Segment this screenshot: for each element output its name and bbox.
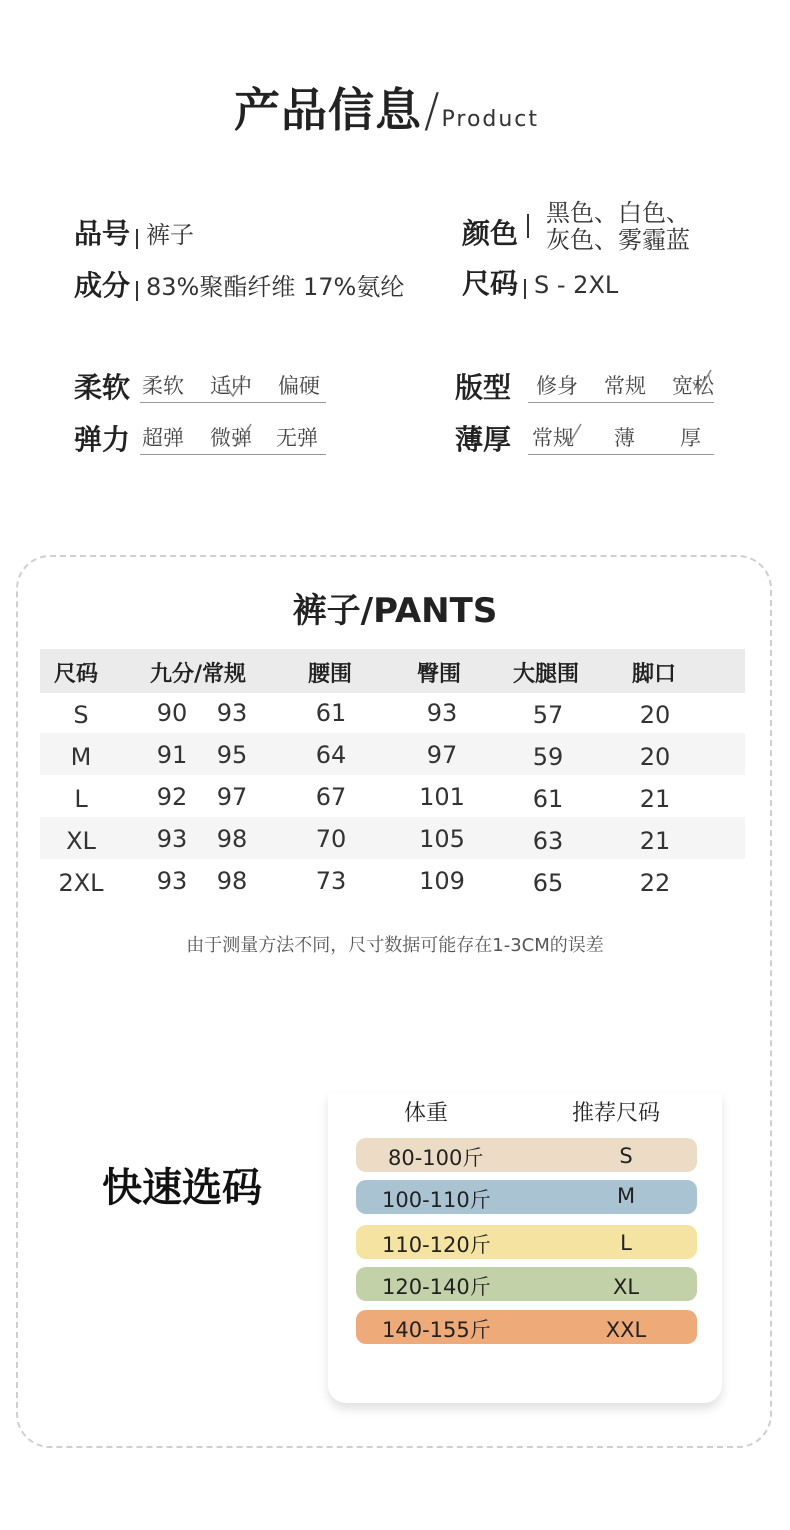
color-label: 颜色 xyxy=(462,217,519,250)
softness-option: 柔软 xyxy=(142,374,184,398)
fit-option: 常规 xyxy=(604,374,646,398)
check-icon xyxy=(232,422,252,446)
page-title xyxy=(234,74,539,140)
fit-label: 版型 xyxy=(455,371,512,404)
cell-waist: 64 xyxy=(315,741,347,769)
weight-range: 120-140斤 xyxy=(382,1275,491,1299)
cell-thigh: 61 xyxy=(532,785,564,813)
cell-hip: 105 xyxy=(419,825,465,853)
color-line-2: 灰色、雾霾蓝 xyxy=(546,226,690,254)
item-row xyxy=(74,212,194,252)
weight-column-header: 体重 xyxy=(404,1101,449,1126)
color-line-1: 黑色、白色、 xyxy=(546,199,690,227)
cell-thigh: 65 xyxy=(532,869,564,897)
color-label-wrap xyxy=(462,212,518,252)
fit-option: 宽松 xyxy=(672,374,714,398)
fit-option: 修身 xyxy=(536,374,578,398)
thickness-option: 薄 xyxy=(614,426,635,450)
cell-lenreg: 97 xyxy=(216,783,248,811)
item-value: 裤子 xyxy=(146,221,195,249)
weight-range: 100-110斤 xyxy=(382,1188,491,1212)
check-icon xyxy=(562,422,582,446)
header-hip: 臀围 xyxy=(417,662,462,687)
weight-range: 110-120斤 xyxy=(382,1233,491,1257)
cell-size: XL xyxy=(66,827,96,855)
recommended-size: S xyxy=(619,1144,633,1168)
thickness-option: 厚 xyxy=(680,426,701,450)
fit-options xyxy=(528,368,714,403)
cell-waist: 70 xyxy=(315,825,347,853)
check-icon xyxy=(226,374,246,398)
cell-hip: 109 xyxy=(419,867,465,895)
check-icon xyxy=(692,368,712,392)
header-waist: 腰围 xyxy=(308,662,353,687)
elasticity-option: 超弹 xyxy=(142,426,184,450)
quick-select-row xyxy=(356,1138,697,1172)
cell-size: M xyxy=(70,743,92,771)
table-header xyxy=(40,649,745,693)
cell-lenreg: 95 xyxy=(216,741,248,769)
title-slash: / xyxy=(424,83,440,137)
thickness-options xyxy=(528,420,714,455)
recommended-size: XL xyxy=(612,1275,640,1299)
header-size: 尺码 xyxy=(54,662,99,687)
cell-hip: 101 xyxy=(419,783,465,811)
header-length: 九分/常规 xyxy=(150,662,247,687)
thickness-label: 薄厚 xyxy=(455,423,512,456)
cell-thigh: 59 xyxy=(532,743,564,771)
cell-size: L xyxy=(74,785,88,813)
cell-hem: 20 xyxy=(639,701,671,729)
composition-value: 83%聚酯纤维 17%氨纶 xyxy=(146,273,405,301)
composition-row xyxy=(74,264,404,304)
cell-waist: 73 xyxy=(315,867,347,895)
cell-waist: 67 xyxy=(315,783,347,811)
cell-hem: 21 xyxy=(639,827,671,855)
thickness-option: 常规 xyxy=(532,426,574,450)
measurement-note: 由于测量方法不同，尺寸数据可能存在1-3CM的误差 xyxy=(186,935,604,956)
separator xyxy=(527,214,529,238)
cell-len9: 93 xyxy=(156,867,188,895)
cell-waist: 61 xyxy=(315,699,347,727)
elasticity-option: 无弹 xyxy=(276,426,318,450)
quick-select-row xyxy=(356,1225,697,1259)
size-label: 尺码 xyxy=(462,267,519,300)
quick-select-title: 快速选码 xyxy=(102,1165,262,1211)
size-chart-title: 裤子/PANTS xyxy=(292,591,498,631)
separator xyxy=(524,279,526,299)
cell-size: 2XL xyxy=(58,869,104,897)
cell-len9: 91 xyxy=(156,741,188,769)
elasticity-label: 弹力 xyxy=(74,423,131,456)
softness-option: 偏硬 xyxy=(278,374,320,398)
cell-hem: 20 xyxy=(639,743,671,771)
weight-range: 140-155斤 xyxy=(382,1318,491,1342)
cell-hip: 93 xyxy=(426,699,458,727)
size-row xyxy=(462,262,618,302)
quick-select-row xyxy=(356,1267,697,1301)
elasticity-option: 微弹 xyxy=(210,426,252,450)
recommended-size: M xyxy=(616,1184,636,1208)
cell-thigh: 63 xyxy=(532,827,564,855)
quick-select-row xyxy=(356,1310,697,1344)
cell-size: S xyxy=(73,701,89,729)
cell-lenreg: 98 xyxy=(216,867,248,895)
weight-range: 80-100斤 xyxy=(388,1146,484,1170)
separator xyxy=(136,281,138,301)
recommended-size: XXL xyxy=(605,1318,647,1342)
cell-hem: 21 xyxy=(639,785,671,813)
item-label: 品号 xyxy=(74,217,131,250)
cell-len9: 92 xyxy=(156,783,188,811)
softness-options xyxy=(140,368,326,403)
separator xyxy=(136,229,138,249)
cell-thigh: 57 xyxy=(532,701,564,729)
title-en: Product xyxy=(441,107,540,132)
cell-hip: 97 xyxy=(426,741,458,769)
cell-lenreg: 93 xyxy=(216,699,248,727)
header-thigh: 大腿围 xyxy=(513,662,580,687)
composition-label: 成分 xyxy=(74,269,131,302)
softness-label: 柔软 xyxy=(74,371,131,404)
size-column-header: 推荐尺码 xyxy=(572,1101,661,1126)
recommended-size: L xyxy=(620,1231,632,1255)
elasticity-options xyxy=(140,420,326,455)
cell-len9: 90 xyxy=(156,699,188,727)
header-hem: 脚口 xyxy=(632,662,677,687)
cell-lenreg: 98 xyxy=(216,825,248,853)
softness-option: 适中 xyxy=(210,374,252,398)
quick-select-row xyxy=(356,1180,697,1214)
color-values xyxy=(546,200,690,254)
size-value: S - 2XL xyxy=(534,271,619,299)
cell-len9: 93 xyxy=(156,825,188,853)
cell-hem: 22 xyxy=(639,869,671,897)
title-cn: 产品信息 xyxy=(234,83,422,137)
